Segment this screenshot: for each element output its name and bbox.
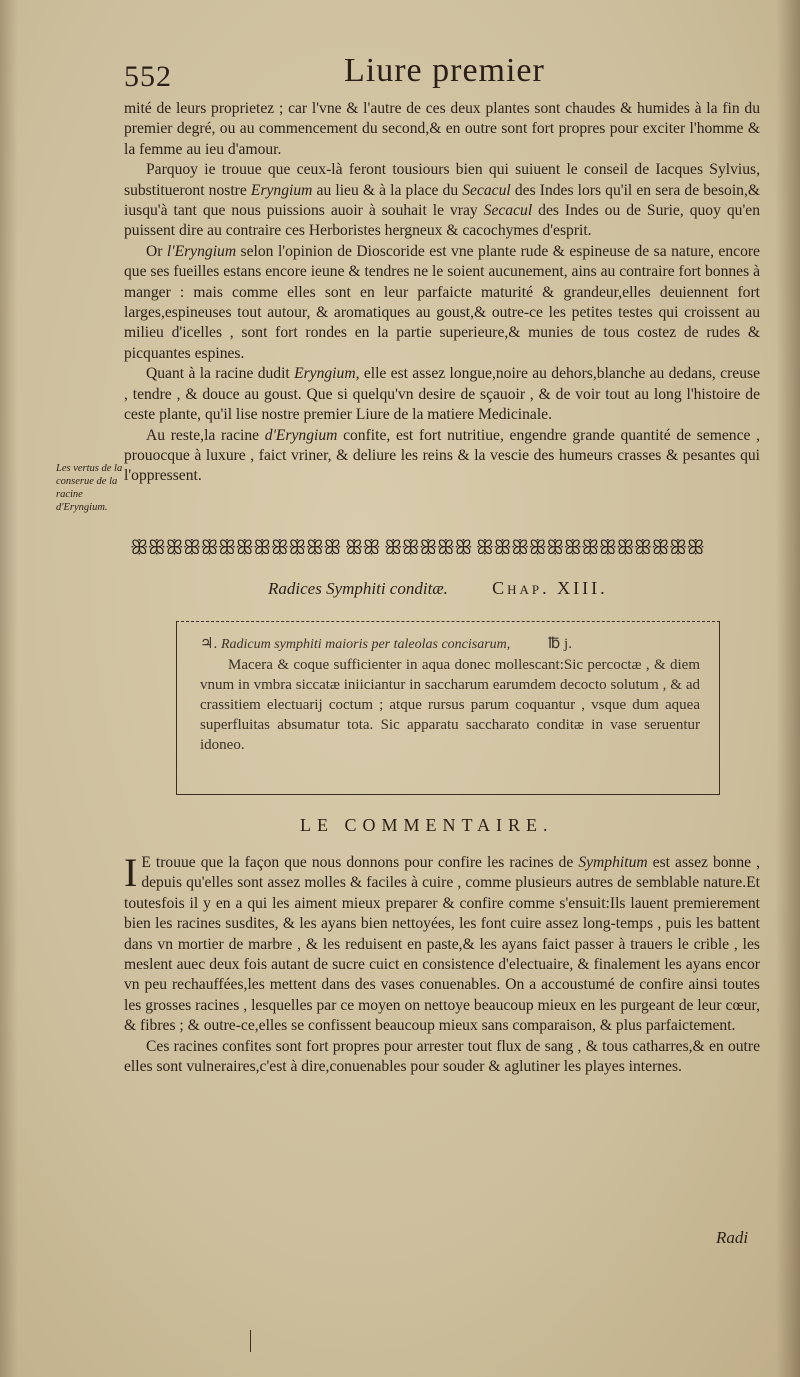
italic-term: l'Eryngium [166,242,237,260]
jupiter-icon: ♃. [200,636,218,652]
recipe-text [200,634,700,755]
page-edge-shadow [776,0,800,1377]
text-span: Au reste,la racine [146,426,265,444]
paragraph [124,426,760,487]
recipe-first-line [200,634,700,655]
text-span: Quant à la racine dudit [146,365,295,383]
paragraph [124,242,760,364]
text-span: au lieu & à la place du [312,181,463,199]
text-span: Or [146,242,167,260]
paragraph [124,160,760,242]
italic-term: Symphitum [578,854,648,871]
catchword: Radi [716,1228,749,1247]
text-span: elle est assez longue,noire au dehors,blanche au dedans, creuse , tendre , & douce au goust. Que si quelqu'vn desire de sçauoir , & de voir tout au long l'histoire de ceste plante, qu'il lise nostre premier Liure de la matiere Medicinale. [124,365,760,424]
running-title: Liure premier [344,52,545,89]
text-span: confite, est fort nutritiue, engendre grande quantité de semence , prouocque à luxure , faict vriner, & deliure les reins & la vescie des humeurs crasses & pesantes qui l'oppressent. [124,426,761,485]
paragraph: mité de leurs proprietez ; car l'vne & l'autre de ces deux plantes sont chaudes & humides à la fin du premier degré, ou au commencement du second,& en outre sont fort propres pour exciter l'homme & la femme au ieu d'amour. [124,100,760,158]
page-gutter-shadow [0,0,18,1377]
italic-term: Secacul [483,202,533,220]
text-span: des Indes lors qu'il en sera de besoin,& iusqu'à tant que nous puissions auoir à souhait le vray [124,181,760,220]
paragraph [124,850,761,1037]
italic-term: Eryngium [250,181,313,199]
page-number: 552 [124,60,172,93]
recipe-weight: ℔ j. [548,636,572,652]
ink-mark [250,1330,251,1352]
italic-term: Eryngium, [294,365,360,383]
chapter-heading [268,578,608,599]
recipe-ingredient: Radicum symphiti maioris per taleolas concisarum, [220,637,511,652]
text-span: Parquoy ie trouue que ceux-là feront tousiours bien qui suiuent le conseil de Iacques Sylvius, substitueront nostre [124,161,760,199]
text-span: selon l'opinion de Dioscoride est vne plante rude & espineuse de sa nature, encore que ses fueilles estans encore ieune & tendres ne le soient aucunement, ains au contraire fort bonnes à manger : mais comme elles sont en leur parfaicte maturité & grandeur,elles deuiennent fort larges,espineuses tout autour, & aromatiques au goust,& outre-ce les petites testes qui croissent au milieu d'icelles , sont fort rondes en la partie superieure,& munies de tous costez de rudes & picquantes espines. [124,242,760,362]
commentaire-heading: LE COMMENTAIRE. [300,815,554,835]
italic-term: d'Eryngium [264,426,338,444]
ornamental-band: ꕥꕥꕥꕥꕥꕥꕥꕥꕥꕥꕥꕥ ꕥꕥ ꕥꕥꕥꕥꕥ ꕥꕥꕥꕥꕥꕥꕥꕥꕥꕥꕥꕥꕥ [130,537,704,559]
paragraph [124,364,760,425]
text-span: E trouue que la façon que nous donnons pour confire les racines de [141,854,579,871]
intro-text [124,99,760,487]
text-span: des Indes ou de Surie, quoy qu'en puissent dire au contraire ces Herboristes hergneux & cacochymes d'esprit. [124,202,760,240]
paragraph: Ces racines confites sont fort propres pour arrester tout flux de sang , & tous catharres,& en outre elles sont vulneraires,c'est à dire,conuenables pour souder & aglutiner les playes internes. [124,1037,760,1076]
text-span: est assez bonne , depuis qu'elles sont assez molles & faciles à cuire , comme plusieurs autres de semblable nature.Et toutesfois il y en a qui les aiment mieux preparer & confire comme s'ensuit:Ils lauent premierement bien les racines susdites, & les ayans bien nettoyées, les font cuire assez long-temps , puis les battent dans vn mortier de marbre , & les reduisent en paste,& les ayans faict passer à trauers le crible , les meslent auec deux fois autant de sucre cuict en consistence d'electuaire, & finalement les ayans encor vn peu rechauffées,les mettent dans des vases conuenables. On a accoustumé de confire ainsi toutes les grosses racines , lesquelles par ce moyen on nettoye beaucoup mieux en les purgeant de leur cœur, & fibres ; & outre-ce,elles se confissent beaucoup mieux sans comparaison, & plus parfaictement. [124,854,761,1035]
drop-cap: I [124,850,138,895]
chapter-title: Radices Symphiti conditæ. [268,579,448,598]
italic-term: Secacul [462,181,511,199]
margin-note: Les vertus de la conserue de la racine d'Eryngium. [56,463,123,513]
chapter-label: Chap. XIII. [492,578,608,598]
commentaire-text [124,850,761,1077]
recipe-body: Macera & coque sufficienter in aqua donec mollescant:Sic percoctæ , & diem vnum in vmbra siccatæ iniiciantur in saccharum earumdem decocto solutum , & ad crassitiem electuarij coctum ; atque rursus parum coquantur , vsque dum aquea superfluitas absumatur tota. Sic apparatu saccharato conditæ in vase seruentur idoneo. [200,657,700,753]
